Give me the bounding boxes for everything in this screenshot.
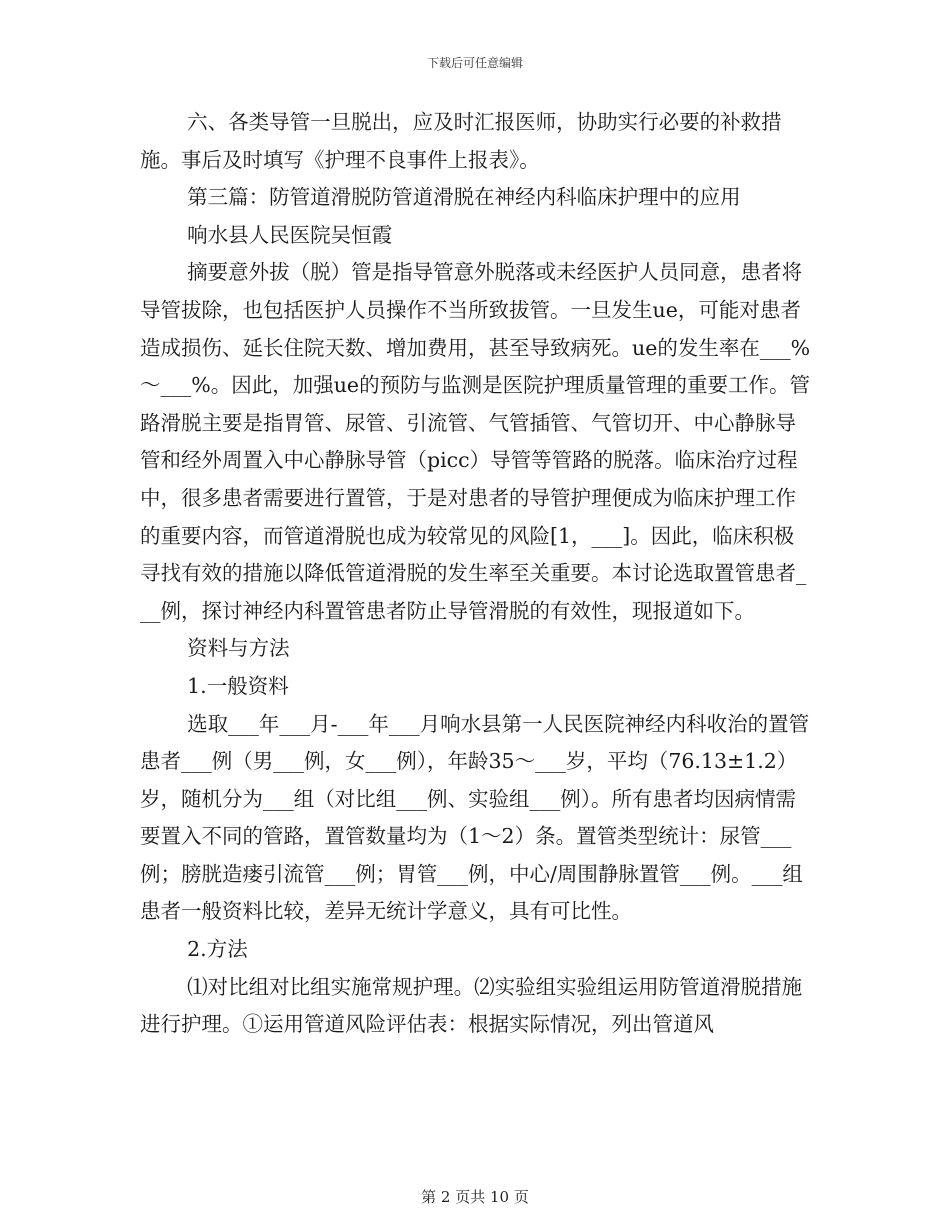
heading-materials-methods: 资料与方法 (187, 636, 290, 661)
paragraph-title-article-3: 第三篇：防管道滑脱防管道滑脱在神经内科临床护理中的应用 (187, 185, 741, 210)
document-body (140, 104, 812, 1044)
page-footer: 第 2 页共 10 页 (421, 1188, 529, 1206)
paragraph-author: 响水县人民医院吴恒霞 (187, 222, 393, 247)
paragraph-general-info: 选取___年___月-___年___月响水县第一人民医院神经内科收治的置管患者___例（男___例，女___例），年龄35～___岁，平均（76.13±1.2）岁，随机分为___组（对比组___例、实验组___例）。所有患者均因病情需要置入不同的管路，置管数量均为（1～2）条。置管类型统计：尿管___例；膀胱造瘘引流管___例；胃管___例，中心/周围静脉置管___例。___组患者一般资料比较，差异无统计学意义，具有可比性。 (140, 711, 810, 924)
paragraph-1: 六、各类导管一旦脱出，应及时汇报医师，协助实行必要的补救措施。事后及时填写《护理不良事件上报表》。 (140, 110, 782, 172)
page-header: 下载后可任意编辑 (426, 56, 523, 70)
heading-methods: 2.方法 (187, 937, 248, 962)
heading-general-info: 1.一般资料 (187, 673, 289, 698)
paragraph-methods: ⑴对比组对比组实施常规护理。⑵实验组实验组运用防管道滑脱措施进行护理。①运用管道风险评估表：根据实际情况，列出管道风 (140, 974, 803, 1037)
paragraph-abstract: 摘要意外拔（脱）管是指导管意外脱落或未经医护人员同意，患者将导管拔除，也包括医护人员操作不当所致拔管。一旦发生ue，可能对患者造成损伤、延长住院天数、增加费用，甚至导致病死。ue的发生率在___%～___%。因此，加强ue的预防与监测是医院护理质量管理的重要工作。管路滑脱主要是指胃管、尿管、引流管、气管插管、气管切开、中心静脉导管和经外周置入中心静脉导管（picc）导管等管路的脱落。临床治疗过程中，很多患者需要进行置管，于是对患者的导管护理便成为临床护理工作的重要内容，而管道滑脱也成为较常见的风险[1，___]。因此，临床积极寻找有效的措施以降低管道滑脱的发生率至关重要。本讨论选取置管患者___例，探讨神经内科置管患者防止导管滑脱的有效性，现报道如下。 (140, 260, 811, 623)
